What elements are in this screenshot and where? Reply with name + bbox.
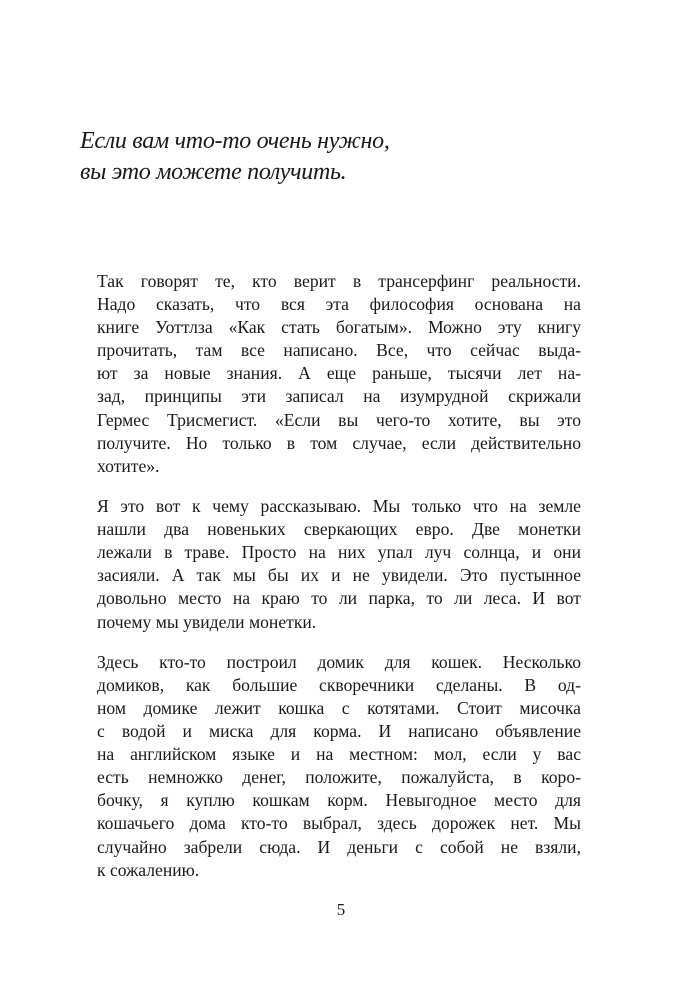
- text-line: лежали в траве. Просто на них упал луч солнца, и они: [97, 542, 581, 563]
- text-line: нашли два новеньких сверкающих евро. Две монетки: [97, 519, 581, 540]
- text-line: с водой и миска для корма. И написано объявление: [97, 721, 581, 742]
- text-line: кошачьего дома кто-то выбрал, здесь дорожек нет. Мы: [97, 813, 581, 834]
- text-line: прочитать, там все написано. Все, что сейчас выда-: [97, 340, 581, 361]
- text-line: Здесь кто-то построил домик для кошек. Несколько: [97, 651, 581, 672]
- text-line: хотите».: [97, 455, 160, 476]
- text-line: довольно место на краю то ли парка, то ли леса. И вот: [97, 588, 581, 609]
- text-line: зад, принципы эти записал на изумрудной скрижали: [97, 386, 581, 407]
- text-line: ном домике лежит кошка с котятами. Стоит мисочка: [97, 697, 581, 718]
- text-line: книге Уоттлза «Как стать богатым». Можно эту книгу: [97, 317, 581, 338]
- epigraph-line: вы это можете получить.: [80, 159, 347, 185]
- text-line: случайно забрели сюда. И деньги с собой не взяли,: [97, 836, 581, 857]
- text-line: есть немножко денег, положите, пожалуйста, в коро-: [97, 767, 581, 788]
- body-text: [97, 270, 581, 899]
- page-number: 5: [336, 900, 346, 919]
- paragraph: [97, 270, 581, 478]
- paragraph: [97, 651, 581, 882]
- text-line: Я это вот к чему рассказываю. Мы только что на земле: [97, 496, 581, 517]
- text-line: ют за новые знания. А еще раньше, тысячи лет на-: [97, 363, 581, 384]
- text-line: Гермес Трисмегист. «Если вы чего-то хотите, вы это: [97, 409, 581, 430]
- text-line: засияли. А так мы бы их и не увидели. Это пустынное: [97, 565, 581, 586]
- text-line: Так говорят те, кто верит в трансерфинг реальности.: [97, 271, 581, 291]
- paragraph: [97, 495, 581, 634]
- text-line: бочку, я куплю кошкам корм. Невыгодное место для: [97, 790, 581, 811]
- epigraph: [80, 126, 540, 188]
- text-line: домиков, как большие скворечники сделаны. В од-: [97, 674, 581, 695]
- text-line: к сожалению.: [97, 859, 200, 880]
- text-line: получите. Но только в том случае, если действительно: [97, 432, 581, 453]
- epigraph-line: Если вам что-то очень нужно,: [80, 128, 390, 154]
- text-line: на английском языке и на местном: мол, если у вас: [97, 744, 581, 765]
- text-line: почему мы увидели монетки.: [97, 611, 317, 632]
- text-line: Надо сказать, что вся эта философия основана на: [97, 294, 581, 315]
